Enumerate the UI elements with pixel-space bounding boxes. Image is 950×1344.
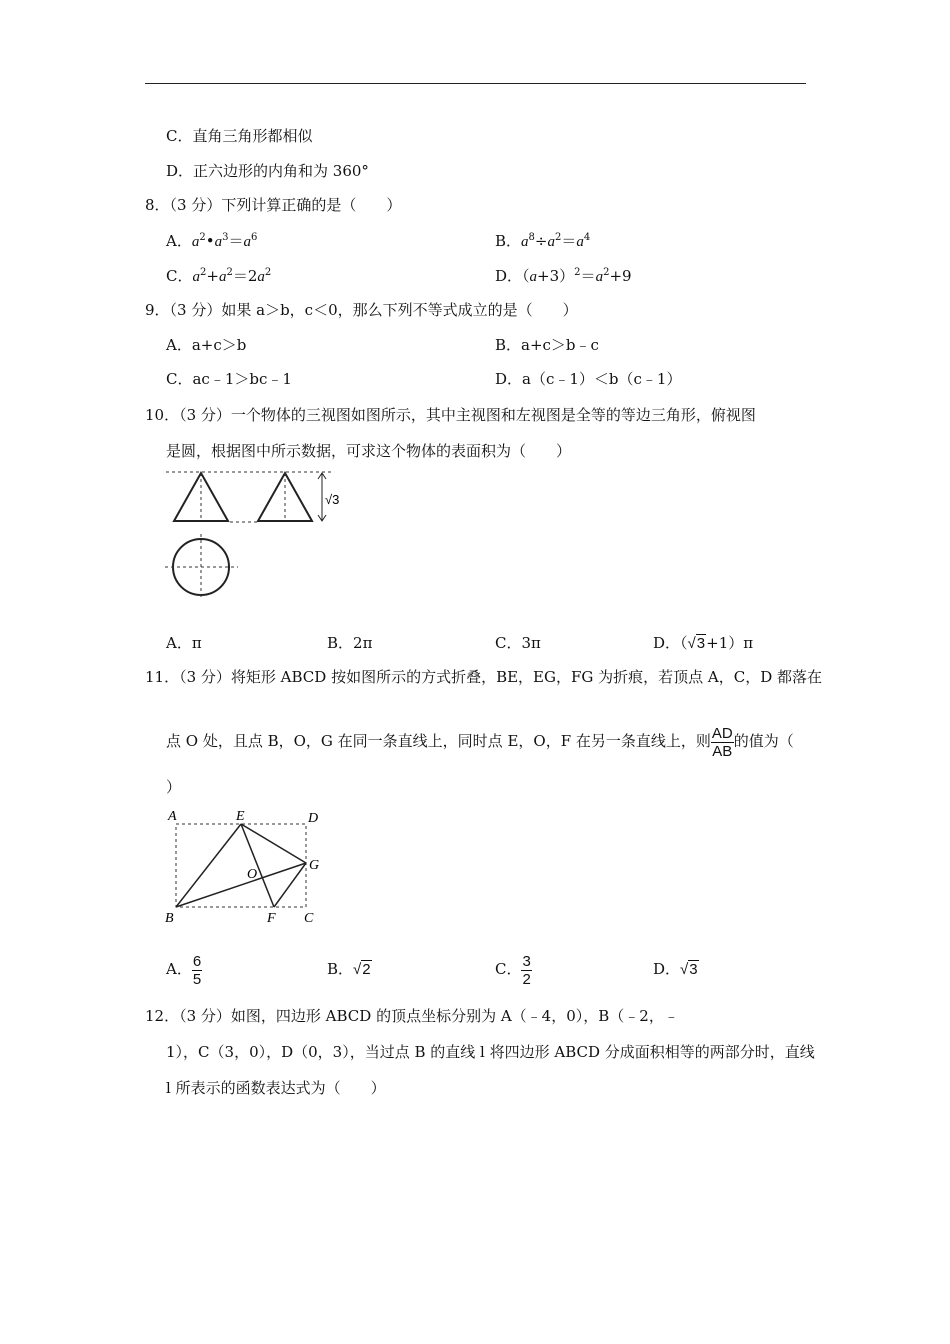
sqrt-2: √2 (353, 961, 371, 978)
q11-option-d[interactable]: D．√3 (653, 960, 698, 978)
svg-text:C: C (304, 911, 314, 926)
q9-option-b[interactable]: B．a+c＞b﹣c (495, 336, 599, 354)
q11-option-c[interactable]: C． $\frac{3}{2}$ (495, 952, 531, 988)
svg-text:O: O (247, 867, 258, 882)
svg-text:D: D (308, 811, 319, 826)
q10-stem-line1: 10．（3 分）一个物体的三视图如图所示，其中主视图和左视图是全等的等边三角形，俯视图 (145, 406, 756, 424)
q9-stem: 9．（3 分）如果 a＞b，c＜0，那么下列不等式成立的是（ ） (145, 301, 578, 319)
rectangle-abcd (176, 824, 306, 907)
q11-option-b[interactable]: B．√2 (327, 960, 371, 978)
height-label: √3 (325, 492, 340, 507)
q8-option-d[interactable]: D．$(a+3)^2=a^2+9$ (495, 267, 632, 285)
header-rule (145, 83, 806, 84)
svg-text:F: F (267, 911, 276, 926)
sqrt-3: √3 (687, 635, 706, 652)
q11-stem-line2: 点 O 处，且点 B，O，G 在同一条直线上，同时点 E，O，F 在另一条直线上，则 $\frac{AD}{AB}$ 的值为（ (166, 724, 794, 760)
q10-stem-line2: 是圆，根据图中所示数据，可求这个物体的表面积为（ ） (166, 442, 572, 460)
q9-option-d[interactable]: D．a（c﹣1）＜b（c﹣1） (495, 370, 682, 388)
folded-rectangle-figure (160, 805, 325, 930)
q11-stem-line3: ） (166, 778, 182, 796)
q10-option-a[interactable]: A．π (166, 634, 202, 652)
q9-option-c[interactable]: C．ac﹣1＞bc﹣1 (166, 370, 292, 388)
q9-option-a[interactable]: A．a+c＞b (166, 336, 247, 354)
q7-option-d[interactable]: D．正六边形的内角和为 360° (166, 162, 369, 180)
q10-option-b[interactable]: B．2π (327, 634, 373, 652)
svg-text:G: G (309, 858, 320, 873)
q8-option-c[interactable]: C．$a^2+a^2=2a^2$ (166, 267, 272, 285)
three-views-figure (160, 466, 345, 601)
q8-option-a[interactable]: A．$a^2•a^3=a^6$ (166, 232, 258, 250)
q8-stem: 8．（3 分）下列计算正确的是（ ） (145, 196, 402, 214)
q8-option-b[interactable]: B．$a^8\div a^2=a^4$ (495, 232, 591, 250)
q11-stem-line1: 11．（3 分）将矩形 ABCD 按如图所示的方式折叠，BE，EG，FG 为折痕，若顶点 A，C，D 都落在 (145, 668, 823, 686)
q12-stem-line1: 12．（3 分）如图，四边形 ABCD 的顶点坐标分别为 A（﹣4，0），B（﹣2，﹣ (145, 1007, 679, 1025)
svg-text:A: A (168, 809, 177, 824)
q10-option-d[interactable]: D．（√3+1）π (653, 634, 754, 652)
q12-stem-line3: l 所表示的函数表达式为（ ） (166, 1079, 386, 1097)
q7-option-c[interactable]: C．直角三角形都相似 (166, 127, 313, 145)
sqrt-3: √3 (680, 961, 698, 978)
svg-text:B: B (165, 911, 174, 926)
q11-option-a[interactable]: A． $\frac{6}{5}$ (166, 952, 202, 988)
svg-text:E: E (236, 809, 245, 824)
ad-over-ab-fraction: $\frac{AD}{AB}$ (711, 724, 733, 760)
q10-option-c[interactable]: C．3π (495, 634, 541, 652)
q12-stem-line2: 1），C（3，0），D（0，3），当过点 B 的直线 l 将四边形 ABCD 分成面积相等的两部分时，直线 (166, 1043, 815, 1061)
